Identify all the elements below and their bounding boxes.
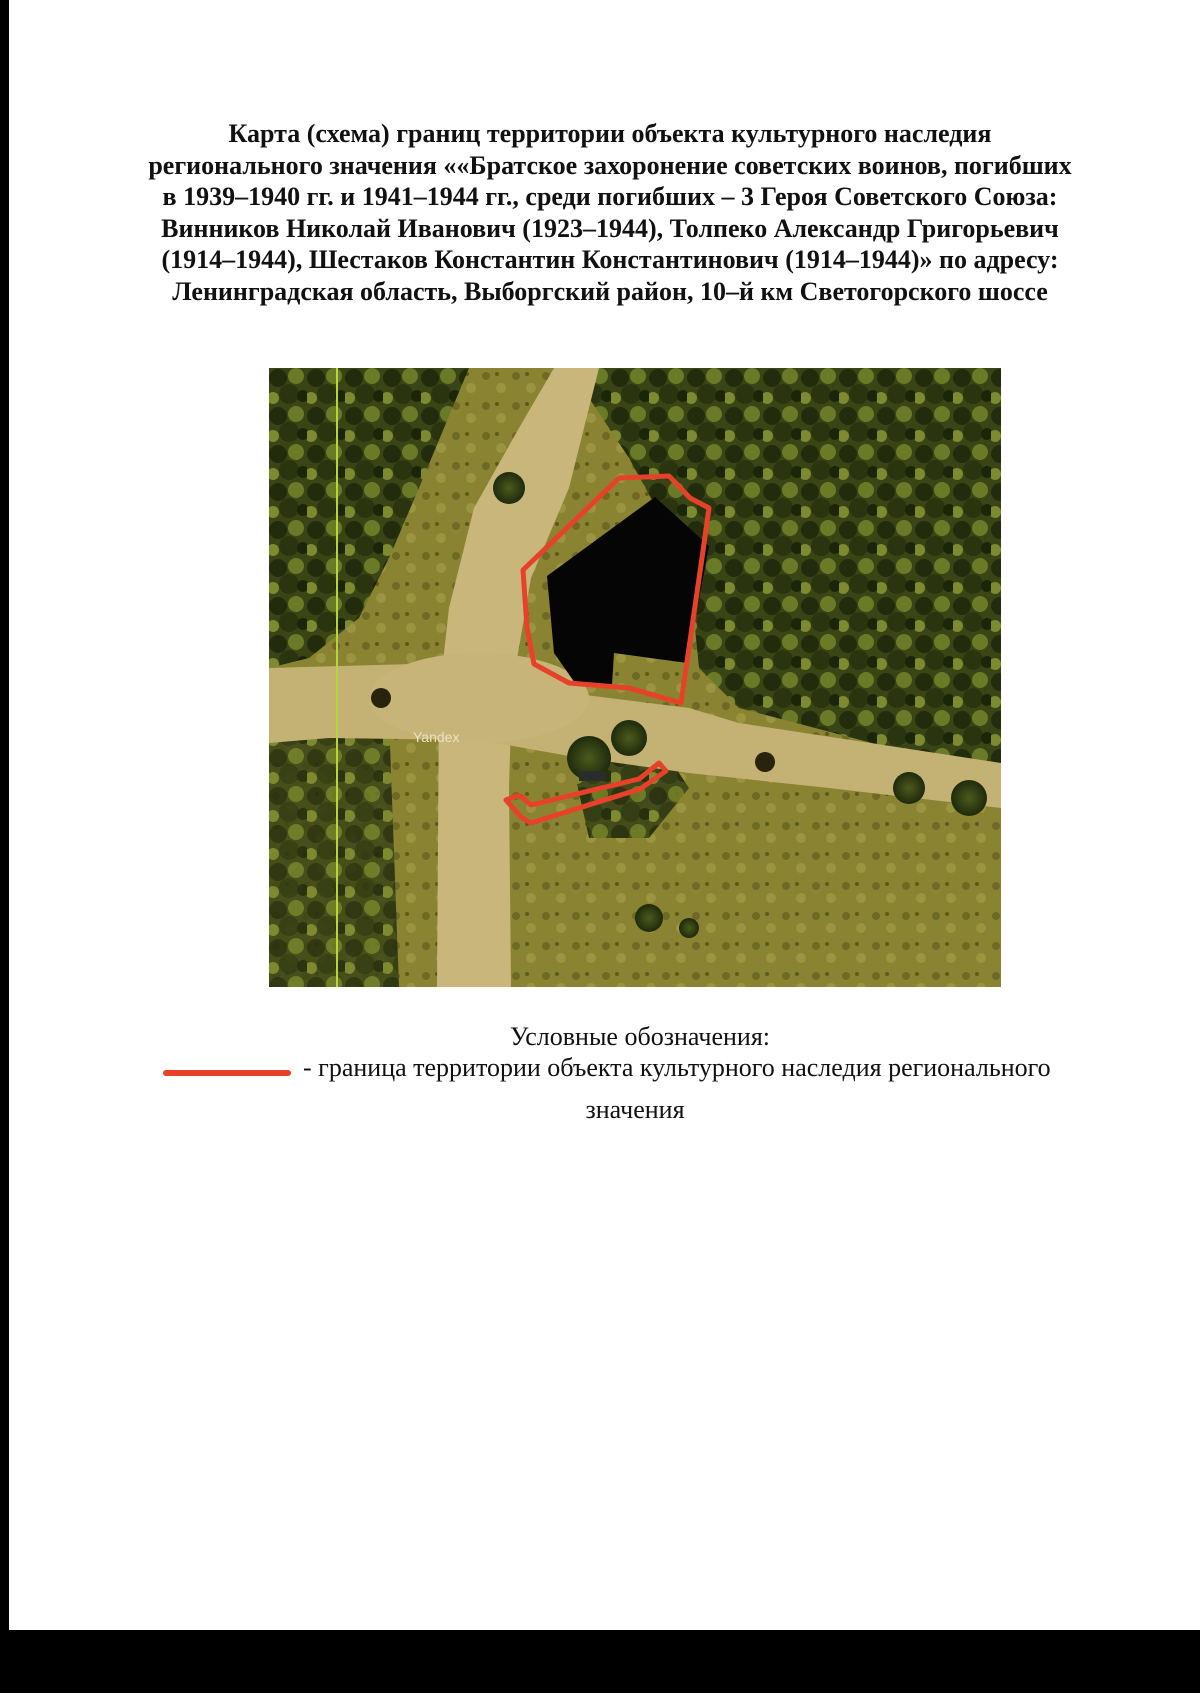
scan-bottom-band — [0, 1630, 1200, 1693]
aerial-map — [269, 368, 1001, 987]
legend-boundary-line — [163, 1070, 291, 1076]
title-line-5: (1914–1944), Шестаков Константин Константинович (1914–1944)» по адресу: — [161, 245, 1059, 274]
scan-left-edge — [0, 0, 9, 1693]
title-line-1: Карта (схема) границ территории объекта культурного наследия — [228, 119, 992, 148]
legend-item-text-cont: значения — [585, 1095, 685, 1124]
title-line-6: Ленинградская область, Выборгский район, 10–й км Светогорского шоссе — [172, 276, 1048, 306]
map-watermark: Yandex — [413, 729, 460, 745]
legend-item-text: - граница территории объекта культурного наследия регионального — [303, 1053, 1051, 1082]
legend-title: Условные обозначения: — [509, 1022, 771, 1051]
aerial-map-image — [269, 368, 1001, 987]
title-line-4: Винников Николай Иванович (1923–1944), Толпеко Александр Григорьевич — [161, 213, 1059, 243]
title-line-3: в 1939–1940 гг. и 1941–1944 гг., среди погибших – 3 Героя Советского Союза: — [162, 182, 1058, 211]
title-line-2: регионального значения ««Братское захоронение советских воинов, погибших — [148, 150, 1072, 180]
document-title — [110, 118, 1110, 307]
